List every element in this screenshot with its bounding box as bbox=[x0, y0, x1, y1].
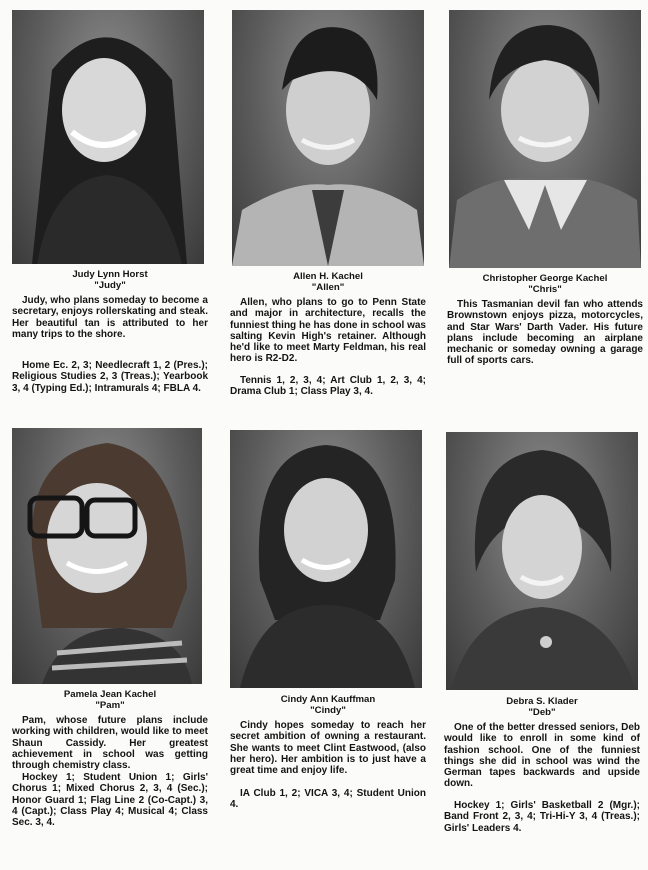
bio-text: Darth Vader. His future plans include becoming an airplane mechanic or someday owning a garage full of sports cars. bbox=[447, 321, 643, 367]
portrait-silhouette-icon bbox=[12, 428, 202, 684]
portrait-photo bbox=[12, 10, 204, 264]
portrait-silhouette-icon bbox=[12, 10, 204, 264]
student-activities: Home Ec. 2, 3; Needlecraft 1, 2 (Pres.); Religious Studies 2, 3 (Treas.); Yearbook 3, 4 (Typing Ed.); Intramurals 4; FBLA 4. bbox=[12, 360, 208, 394]
portrait-photo bbox=[232, 10, 424, 266]
student-name: Judy Lynn Horst bbox=[72, 269, 148, 280]
bio-text: This Tasmanian devil fan who attends Brownstown enjoys pizza, motorcycles, and bbox=[447, 299, 643, 333]
student-nickname: "Chris" bbox=[528, 284, 562, 295]
student-nickname: "Cindy" bbox=[310, 705, 346, 716]
portrait-photo bbox=[446, 432, 638, 690]
student-name: Pamela Jean Kachel bbox=[63, 689, 157, 700]
student-bio: Cindy hopes someday to reach her secret ambition of owning a restaurant. She wants to meet Clint Eastwood, (also her hero). Her ambition is to just have a great time and enjoy life. bbox=[230, 720, 426, 777]
student-bio: Judy, who plans someday to become a secretary, enjoys rollerskating and steak. Her beautiful tan is attributed to her many trips to the shore. bbox=[12, 295, 208, 340]
student-bio: Pam, whose future plans include working with children, would like to meet Shaun Cassidy. Her greatest achievement in school was getting through chemistry class. bbox=[12, 715, 208, 772]
portrait-silhouette-icon bbox=[449, 10, 641, 268]
portrait-photo bbox=[449, 10, 641, 268]
bio-emphasis: Star Wars' bbox=[470, 321, 522, 333]
student-activities: IA Club 1, 2; VICA 3, 4; Student Union 4. bbox=[230, 788, 426, 811]
student-bio bbox=[447, 299, 643, 367]
portrait-silhouette-icon bbox=[230, 430, 422, 688]
student-activities: Hockey 1; Student Union 1; Girls' Chorus 1; Mixed Chorus 2, 3, 4 (Sec.); Honor Guard 1; Flag Line 2 (Co-Capt.) 3, 4 (Capt.); Class Play 4; Musical 4; Class Sec. 3, 4. bbox=[12, 772, 208, 829]
student-nickname: "Pam" bbox=[95, 700, 125, 711]
portrait-silhouette-icon bbox=[446, 432, 638, 690]
student-nickname: "Judy" bbox=[94, 280, 126, 291]
portrait-photo bbox=[12, 428, 202, 684]
student-bio: Allen, who plans to go to Penn State and major in architecture, recalls the funniest thing he has done in school was salting Kevin High's retainer. Although he'd like to meet Marty Feldman, his real hero is R2-D2. bbox=[230, 297, 426, 365]
student-name: Debra S. Klader bbox=[506, 696, 578, 707]
student-name: Christopher George Kachel bbox=[482, 273, 608, 284]
student-name: Allen H. Kachel bbox=[293, 271, 363, 282]
student-name: Cindy Ann Kauffman bbox=[280, 694, 376, 705]
student-bio: One of the better dressed seniors, Deb would like to enroll in some kind of fashion school. One of the funniest things she did in school was wind the German tapes backwards and upside down. bbox=[444, 722, 640, 790]
student-activities: Hockey 1; Girls' Basketball 2 (Mgr.); Band Front 2, 3, 4; Tri-Hi-Y 3, 4 (Treas.); Girls' Leaders 4. bbox=[444, 800, 640, 834]
student-activities: Tennis 1, 2, 3, 4; Art Club 1, 2, 3, 4; Drama Club 1; Class Play 3, 4. bbox=[230, 375, 426, 398]
student-nickname: "Allen" bbox=[311, 282, 345, 293]
student-nickname: "Deb" bbox=[528, 707, 556, 718]
portrait-silhouette-icon bbox=[232, 10, 424, 266]
portrait-photo bbox=[230, 430, 422, 688]
